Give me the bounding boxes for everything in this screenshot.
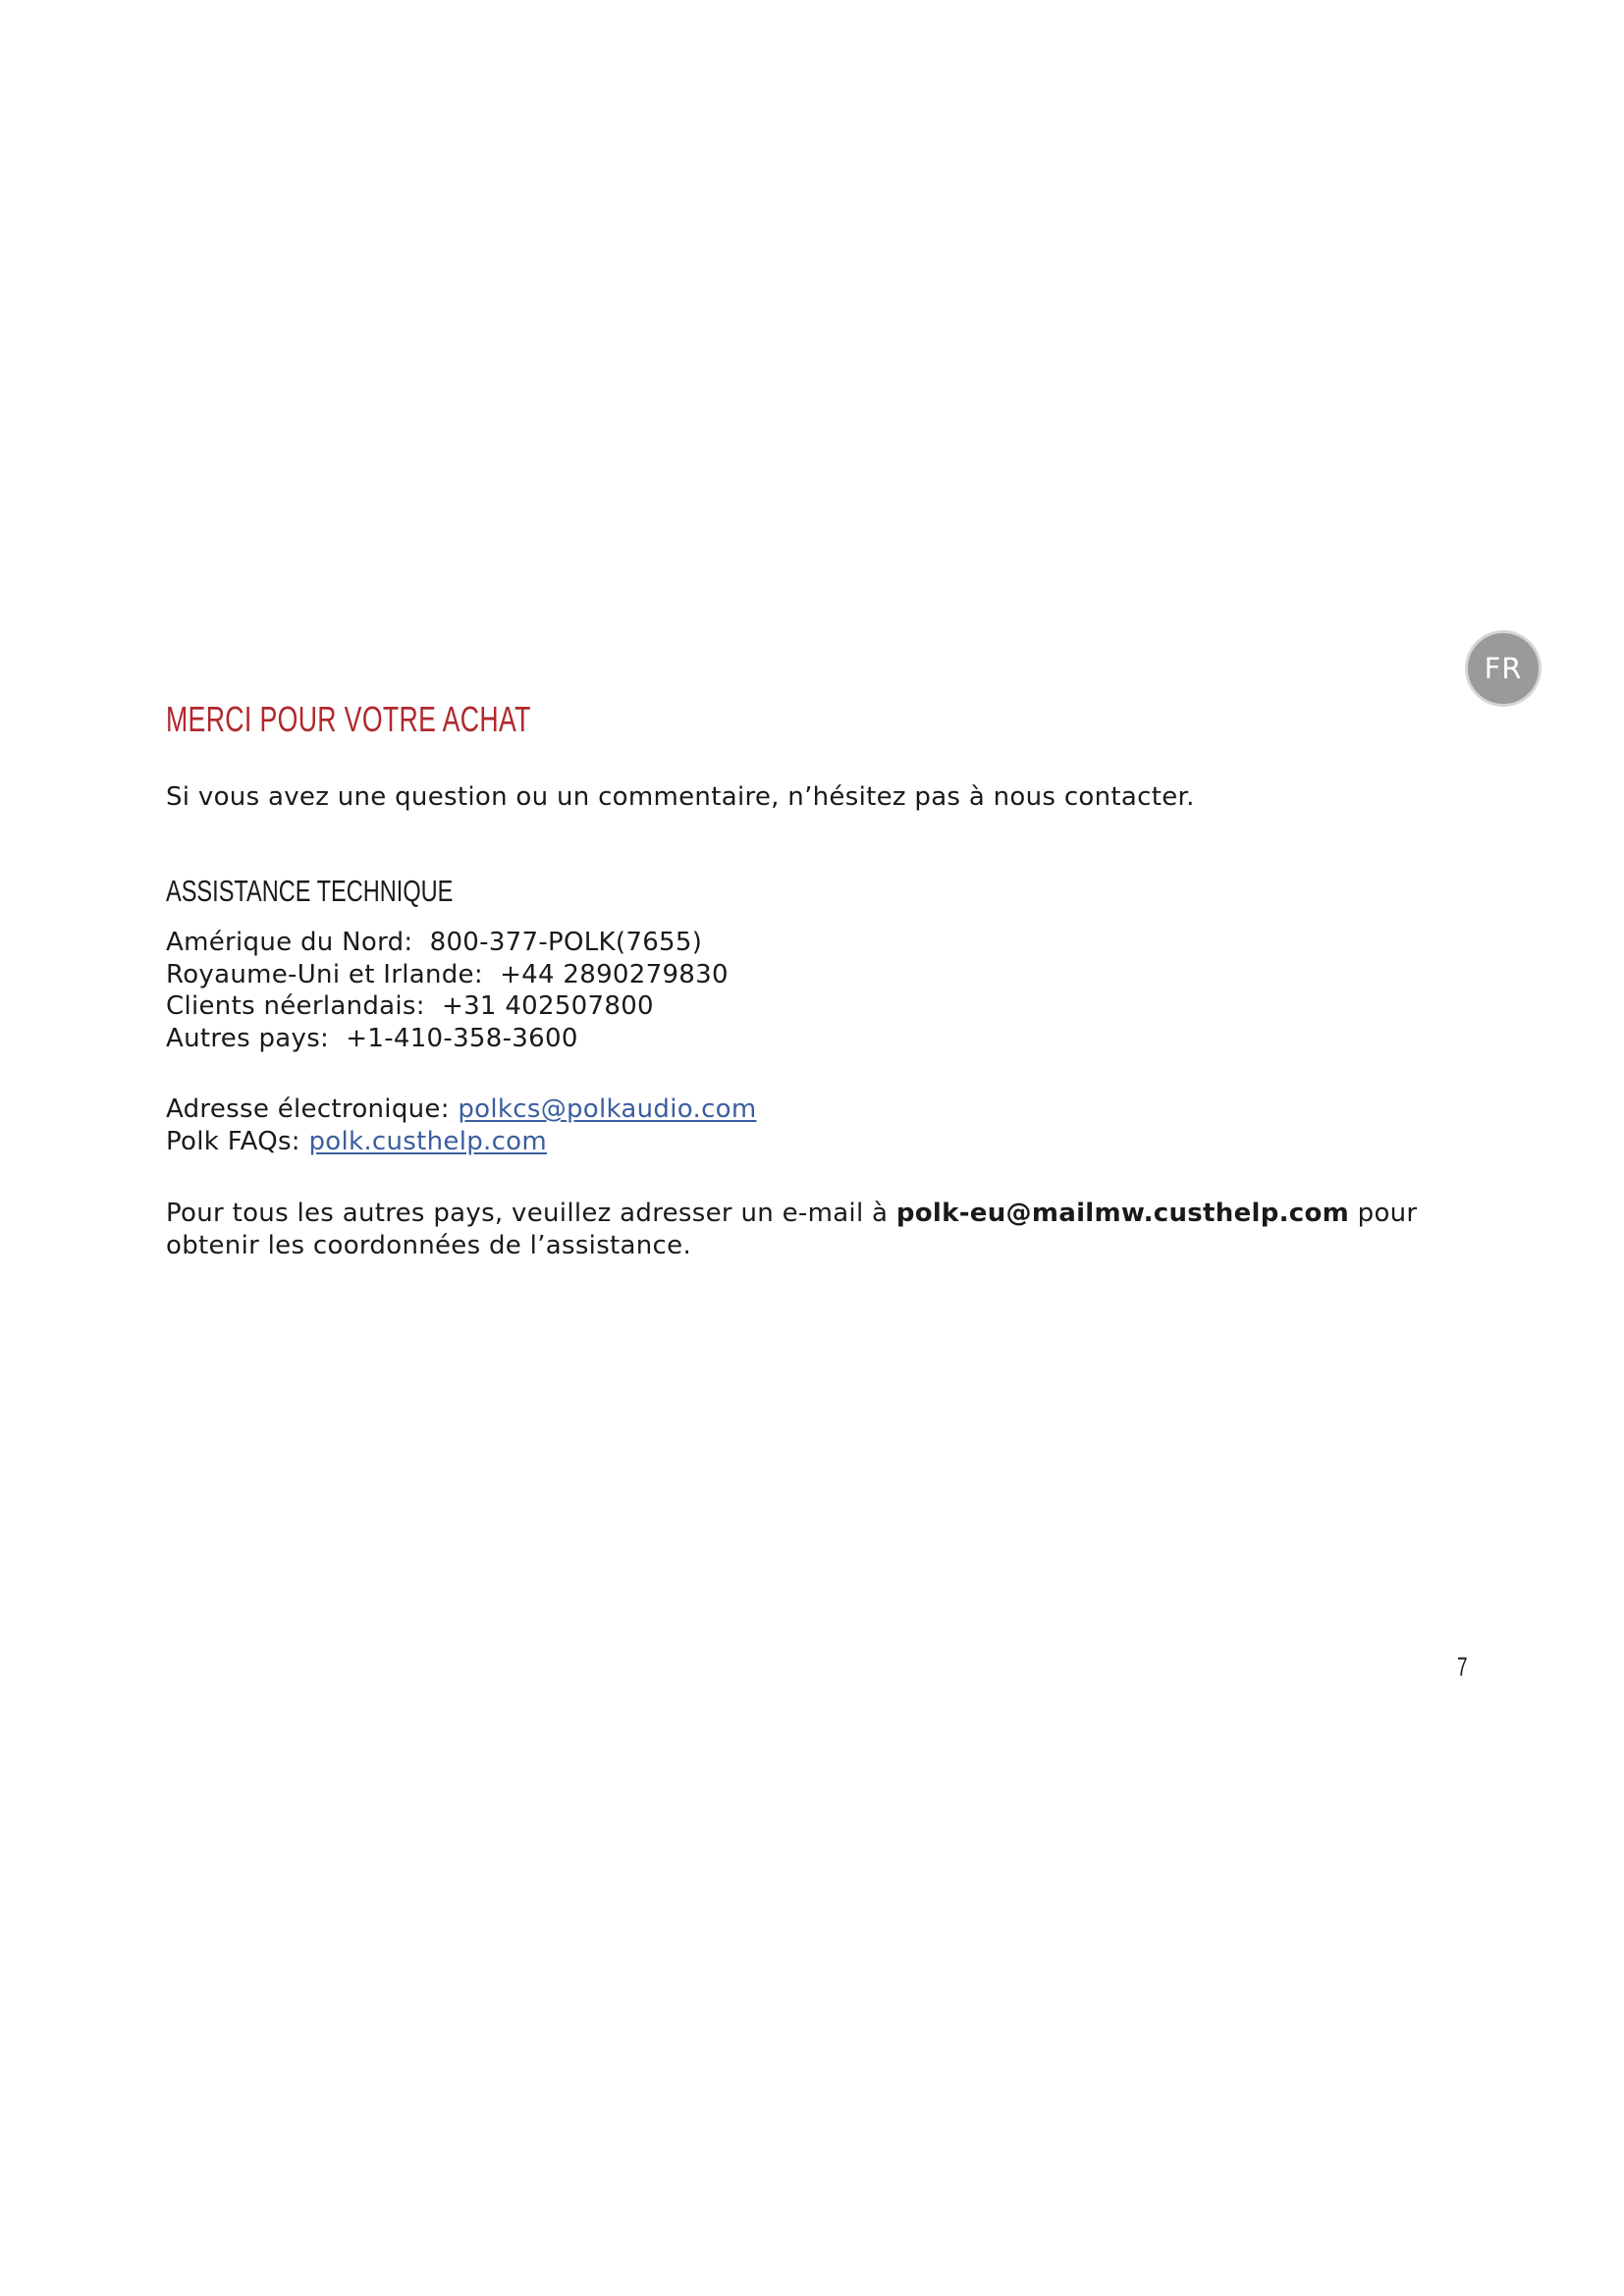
phone-label: Royaume-Uni et Irlande: — [166, 959, 483, 989]
page-number: 7 — [1457, 1652, 1468, 1682]
phone-label: Autres pays: — [166, 1023, 330, 1053]
phone-item-netherlands — [166, 990, 729, 1023]
phone-item-north-america — [166, 927, 729, 959]
page-title: MERCI POUR VOTRE ACHAT — [166, 699, 531, 739]
email-link[interactable]: polkcs@polkaudio.com — [458, 1095, 757, 1124]
faq-line — [166, 1126, 757, 1158]
support-heading: ASSISTANCE TECHNIQUE — [166, 874, 454, 908]
support-email-bold: polk-eu@mailmw.custhelp.com — [895, 1199, 1350, 1228]
email-line — [166, 1094, 757, 1126]
note-text-after: pour obtenir les coordonnées de l’assistance. — [166, 1199, 1418, 1260]
phone-item-uk-ireland — [166, 959, 729, 991]
other-countries-note — [166, 1198, 1472, 1262]
intro-text: Si vous avez une question ou un commentaire, n’hésitez pas à nous contacter. — [166, 782, 1195, 812]
email-label: Adresse électronique: — [166, 1095, 450, 1124]
phone-item-other-countries — [166, 1023, 729, 1055]
phone-list — [166, 927, 729, 1054]
note-text-before: Pour tous les autres pays, veuillez adresser un e-mail à — [166, 1199, 896, 1228]
faq-link[interactable]: polk.custhelp.com — [308, 1127, 548, 1156]
language-badge: FR — [1465, 630, 1542, 707]
phone-number: 800-377-POLK(7655) — [429, 928, 703, 957]
contact-lines — [166, 1094, 757, 1158]
phone-label: Amérique du Nord: — [166, 928, 413, 957]
phone-number: +31 402507800 — [441, 991, 654, 1021]
faq-label: Polk FAQs: — [166, 1127, 300, 1156]
phone-label: Clients néerlandais: — [166, 991, 425, 1021]
phone-number: +1-410-358-3600 — [346, 1023, 578, 1053]
phone-number: +44 2890279830 — [500, 959, 729, 989]
